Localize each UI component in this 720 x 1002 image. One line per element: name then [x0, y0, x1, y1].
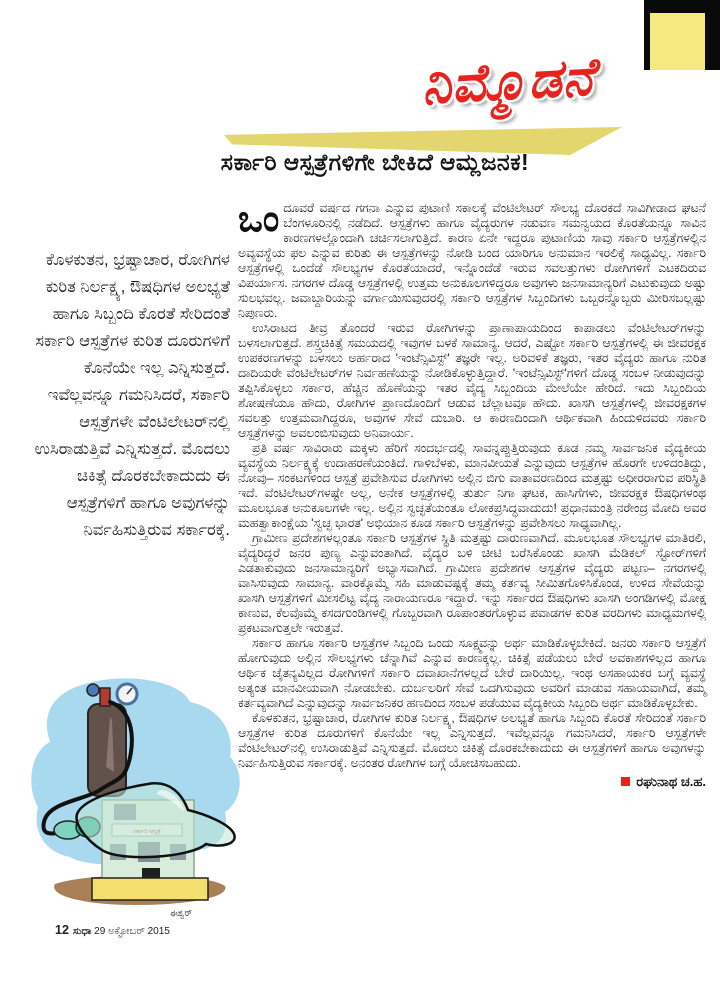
article-body [238, 198, 706, 789]
page-footer [55, 923, 170, 937]
byline-bullet-icon [621, 777, 630, 786]
article-paragraph: ಸರ್ಕಾರ ಹಾಗೂ ಸರ್ಕಾರಿ ಆಸ್ಪತ್ರೆಗಳ ಸಿಬ್ಬಂದಿ ಒಂದು ಸೂಕ್ಷ್ಮವನ್ನು ಅರ್ಥ ಮಾಡಿಕೊಳ್ಳಬೇಕಿದೆ. ಜನರು ಸರ್ಕಾರಿ ಆಸ್ಪತ್ರೆಗೆ ಹೋಗುವುದು ಅಲ್ಲಿನ ಸೌಲಭ್ಯಗಳು ಚೆನ್ನಾಗಿವೆ ಎನ್ನುವ ಕಾರಣಕ್ಕಲ್ಲ. ಚಿಕಿತ್ಸೆ ಪಡೆಯಲು ಬೇರೆ ಅವಕಾಶಗಳಿಲ್ಲದ ಹಾಗೂ ಆರ್ಥಿಕ ಚೈತನ್ಯವಿಲ್ಲದ ರೋಗಿಗಳಿಗೆ ಸರ್ಕಾರಿ ದವಾಖಾನೆಗಳಲ್ಲದೆ ಬೇರೆ ದಾರಿಯಿಲ್ಲ. ಇಂಥ ಅಸಹಾಯಕರ ಬಗ್ಗೆ ವ್ಯವಸ್ಥೆ ಅತ್ಯಂತ ಮಾನವೀಯವಾಗಿ ನೋಡಬೇಕು. ದುರ್ಬಲರಿಗೆ ಸೇವೆ ಒದಗಿಸುವುದು ಅವರಿಗೆ ಮಾಡುವ ಸಹಾಯವಾಗಿದೆ, ತಮ್ಮ ಕರ್ತವ್ಯವಾಗಿದೆ ಎನ್ನುವುದನ್ನು ಸಾರ್ವಜನಿಕರ ಹಣದಿಂದ ಸಂಬಳ ಪಡೆಯುವ ವೈದ್ಯಕೀಯ ಸಿಬ್ಬಂದಿ ಅರ್ಥ ಮಾಡಿಕೊಳ್ಳಬೇಕು. [238, 636, 706, 710]
artist-signature: ಈಶ್ವರ್ [169, 907, 193, 919]
oxygen-mask-hospital-illustration [30, 672, 245, 922]
article-paragraph: ಉಸಿರಾಟದ ತೀವ್ರ ತೊಂದರೆ ಇರುವ ರೋಗಿಗಳನ್ನು ಪ್ರಾಣಾಪಾಯದಿಂದ ಕಾಪಾಡಲು ವೆಂಟಿಲೇಟರ್‌ಗಳನ್ನು ಬಳಸಲಾಗುತ್ತದೆ. ಶಸ್ತ್ರಚಿಕಿತ್ಸೆ ಸಮಯದಲ್ಲಿ ಇವುಗಳ ಬಳಕೆ ಸಾಮಾನ್ಯ. ಆದರೆ, ಎಷ್ಟೋ ಸರ್ಕಾರಿ ಆಸ್ಪತ್ರೆಗಳಲ್ಲಿ ಈ ಜೀವರಕ್ಷಕ ಉಪಕರಣಗಳನ್ನು ಬಳಸಲು ಅರ್ಹರಾದ 'ಇಂಟೆನ್ಸಿವಿಸ್ಟ್' ತಜ್ಞರೇ ಇಲ್ಲ. ಅರಿವಳಿಕೆ ತಜ್ಞರು, ಇತರ ವೈದ್ಯರು ಹಾಗೂ ನುರಿತ ದಾದಿಯರೇ ವೆಂಟಿಲೇಟರ್‌ಗಳ ನಿರ್ವಹಣೆಯನ್ನು ನೋಡಿಕೊಳ್ಳುತ್ತಿದ್ದಾರೆ. 'ಇಂಟೆನ್ಸಿವಿಸ್ಟ್'ಗಳಿಗೆ ದೊಡ್ಡ ಸಂಬಳ ನೀಡುವುದನ್ನು ತಪ್ಪಿಸಿಕೊಳ್ಳಲು ಸರ್ಕಾರ, ಹೆಚ್ಚಿನ ಹೊಣೆಯನ್ನು ಇತರ ವೈದ್ಯ ಸಿಬ್ಬಂದಿಯ ಮೇಲೆಯೇ ಹೇರಿದೆ. ಇದು ಸಿಬ್ಬಂದಿಯ ಶೋಷಣೆಯೂ ಹೌದು, ರೋಗಿಗಳ ಪ್ರಾಣದೊಂದಿಗೆ ಆಡುವ ಚೆಲ್ಲಾಟವೂ ಹೌದು. ಖಾಸಗಿ ಆಸ್ಪತ್ರೆಗಳಲ್ಲಿ ಜೀವರಕ್ಷಕಗಳ ಸವಲತ್ತು ಉತ್ತಮವಾಗಿದ್ದರೂ, ಅವುಗಳ ಸೇವೆ ದುಬಾರಿ. ಆ ಕಾರಣದಿಂದಾಗಿ ಆರ್ಥಿಕವಾಗಿ ಹಿಂದುಳಿದವರು ಸರ್ಕಾರಿ ಆಸ್ಪತ್ರೆಗಳನ್ನು ಅವಲಂಬಿಸುವುದು ಅನಿವಾರ್ಯ. [238, 321, 706, 440]
drop-cap: ಒಂ [238, 198, 280, 239]
paragraph-text: ದೂವರೆ ವರ್ಷದ ಗಗನಾ ಎನ್ನುವ ಪುಟಾಣಿ ಸಕಾಲಕ್ಕೆ ವೆಂಟಿಲೇಟರ್ ಸೌಲಭ್ಯ ದೊರಕದೆ ಸಾವಿಗೀಡಾದ ಘಟನೆ ಬೆಂಗಳೂರಿನಲ್ಲಿ ನಡೆದಿದೆ. ಆಸ್ಪತ್ರೆಗಳು ಹಾಗೂ ವೈದ್ಯರುಗಳ ನಡುವಣ ಸಮನ್ವಯದ ಕೊರತೆಯನ್ನೂ ಸಾವಿನ ಕಾರಣಗಳಲ್ಲೊಂದಾಗಿ ಚರ್ಚಿಸಲಾಗುತ್ತಿದೆ. ಕಾರಣ ಏನೇ ಇದ್ದರೂ ಪುಟಾಣಿಯ ಸಾವು ಸರ್ಕಾರಿ ಆಸ್ಪತ್ರೆಗಳಲ್ಲಿನ ಅವ್ಯವಸ್ಥೆಯ ಫಲ ಎನ್ನುವ ಕುರಿತು ಈ ಆಸ್ಪತ್ರೆಗಳನ್ನು ನೋಡಿ ಬಂದ ಯಾರಿಗೂ ಅನುಮಾನ ಇರಲಿಕ್ಕೆ ಸಾಧ್ಯವಿಲ್ಲ. ಸರ್ಕಾರಿ ಆಸ್ಪತ್ರೆಗಳಲ್ಲಿ ಒಂದೆಡೆ ಸೌಲಭ್ಯಗಳ ಕೊರತೆಯಾದರೆ, ಇನ್ನೊಂದೆಡೆ ಇರುವ ಸವಲತ್ತುಗಳು ರೋಗಿಗಳಿಗೆ ಎಟಕದಿರುವ ವಿಪರ್ಯಾಸ. ನಗರಗಳ ದೊಡ್ಡ ಆಸ್ಪತ್ರೆಗಳಲ್ಲಿ ಉತ್ತಮ ಅನುಕೂಲಗಳಿದ್ದರೂ ಅವುಗಳು ಜನಸಾಮಾನ್ಯರಿಗೆ ಎಟುಕುವುದು ಅಷ್ಟು ಸುಲಭವಲ್ಲ. ಜವಾಬ್ದಾರಿಯನ್ನು ವರ್ಗಾಯಿಸುವುದರಲ್ಲಿ ಸರ್ಕಾರಿ ಆಸ್ಪತ್ರೆಗಳ ಸಿಬ್ಬಂದಿಗಳು ಒಬ್ಬರನ್ನೊಬ್ಬರು ಮೀರಿಸಬಲ್ಲಷ್ಟು ನಿಪುಣರು. [238, 201, 706, 320]
magazine-name: ಸುಧಾ [72, 926, 92, 937]
pull-quote: ಕೊಳಕುತನ, ಭ್ರಷ್ಟಾಚಾರ, ರೋಗಿಗಳ ಕುರಿತ ನಿರ್ಲಕ್ಷ್ಯ, ಔಷಧಿಗಳ ಅಲಭ್ಯತೆ ಹಾಗೂ ಸಿಬ್ಬಂದಿ ಕೊರತೆ ಸೇರಿದಂತೆ ಸರ್ಕಾರಿ ಆಸ್ಪತ್ರೆಗಳ ಕುರಿತ ದೂರುಗಳಿಗೆ ಕೊನೆಯೇ ಇಲ್ಲ ಎನ್ನಿಸುತ್ತದೆ. ಇವೆಲ್ಲವನ್ನೂ ಗಮನಿಸಿದರೆ, ಸರ್ಕಾರಿ ಆಸ್ಪತ್ರೆಗಳೇ ವೆಂಟಿಲೇಟರ್‌ನಲ್ಲಿ ಉಸಿರಾಡುತ್ತಿವೆ ಎನ್ನಿಸುತ್ತದೆ. ಮೊದಲು ಚಿಕಿತ್ಸೆ ದೊರಕಬೇಕಾದುದು ಈ ಆಸ್ಪತ್ರೆಗಳಿಗೆ ಹಾಗೂ ಅವುಗಳನ್ನು ನಿರ್ವಹಿಸುತ್ತಿರುವ ಸರ್ಕಾರಕ್ಕೆ. [34, 251, 230, 539]
author-name: ರಘುನಾಥ ಚ.ಹ. [636, 774, 706, 789]
column-masthead-title: ನಿಮ್ಮೊಡನೆ [420, 48, 596, 116]
article-paragraph [238, 198, 706, 321]
issue-date: 29 ಅಕ್ಟೋಬರ್ 2015 [94, 926, 170, 937]
base-platform [92, 878, 208, 900]
article-paragraph: ಪ್ರತಿ ವರ್ಷ ಸಾವಿರಾರು ಮಕ್ಕಳು ಹೆರಿಗೆ ಸಂದರ್ಭದಲ್ಲಿ ಸಾವನ್ನಪ್ಪುತ್ತಿರುವುದು ಕೂಡ ನಮ್ಮ ಸಾರ್ವಜನಿಕ ವೈದ್ಯಕೀಯ ವ್ಯವಸ್ಥೆಯ ನಿರ್ಲಕ್ಷ್ಯಕ್ಕೆ ಉದಾಹರಣೆಯಂತಿದೆ. ಗಾಳಿಬೆಳಕು, ಮಾನವೀಯತೆ ಎನ್ನುವುದು ಆಸ್ಪತ್ರೆಗಳ ಹೊರಗೇ ಉಳಿದಂತಿದ್ದು, ನೋವು– ಸಂಕಟಗಳಿಂದ ಆಸ್ಪತ್ರೆ ಪ್ರವೇಶಿಸುವ ರೋಗಿಗಳು ಅಲ್ಲಿನ ಬಿಗು ವಾತಾವರಣದಿಂದ ಮತ್ತಷ್ಟು ಅಧೀರರಾಗುವ ಪರಿಸ್ಥಿತಿ ಇದೆ. ವೆಂಟಿಲೇಟರ್‌ಗಳಷ್ಟೇ ಅಲ್ಲ, ಅನೇಕ ಆಸ್ಪತ್ರೆಗಳಲ್ಲಿ ತುರ್ತು ನಿಗಾ ಘಟಕ, ಹಾಸಿಗೆಗಳು, ಜೀವರಕ್ಷಕ ಔಷಧಿಗಳಂಥ ಮೂಲಭೂತ ಅನುಕೂಲಗಳೇ ಇಲ್ಲ. ಅಲ್ಲಿನ ಸ್ವಚ್ಛತೆಯಂತೂ ಲೋಕಪ್ರಸಿದ್ಧವಾದುದು! ಪ್ರಧಾನಮಂತ್ರಿ ನರೇಂದ್ರ ಮೋದಿ ಅವರ ಮಹತ್ವಾಕಾಂಕ್ಷೆಯ 'ಸ್ವಚ್ಛ ಭಾರತ' ಅಭಿಯಾನ ಕೂಡ ಸರ್ಕಾರಿ ಆಸ್ಪತ್ರೆಗಳನ್ನು ಪ್ರವೇಶಿಸಲು ಸಾಧ್ಯವಾಗಿಲ್ಲ. [238, 441, 706, 530]
oxygen-cylinder [88, 704, 126, 796]
article-paragraph: ಗ್ರಾಮೀಣ ಪ್ರದೇಶಗಳಲ್ಲಂತೂ ಸರ್ಕಾರಿ ಆಸ್ಪತ್ರೆಗಳ ಸ್ಥಿತಿ ಮತ್ತಷ್ಟು ದಾರುಣವಾಗಿದೆ. ಮೂಲಭೂತ ಸೌಲಭ್ಯಗಳ ಮಾತಿರಲಿ, ವೈದ್ಯರಿದ್ದರೆ ಜನರ ಪುಣ್ಯ ಎನ್ನುವಂತಾಗಿದೆ. ವೈದ್ಯರ ಬಳಿ ಚೀಟಿ ಬರೆಸಿಕೊಂಡು ಖಾಸಗಿ ಮೆಡಿಕಲ್ ಸ್ಟೋರ್‌ಗಳಿಗೆ ಎಡತಾಕುವುದು ಜನಸಾಮಾನ್ಯರಿಗೆ ಅಭ್ಯಾಸವಾಗಿದೆ. ಗ್ರಾಮೀಣ ಪ್ರದೇಶಗಳ ಆಸ್ಪತ್ರೆಗಳ ವೈದ್ಯರು ಪಟ್ಟಣ– ನಗರಗಳಲ್ಲಿ ವಾಸಿಸುವುದು ಸಾಮಾನ್ಯ. ವಾರಕ್ಕೊಮ್ಮೆ ಸಹಿ ಮಾಡುವಷ್ಟಕ್ಕೆ ತಮ್ಮ ಕರ್ತವ್ಯ ಸೀಮಿತಗೊಳಿಸಿಕೊಂಡ, ಉಳಿದ ಸೇವೆಯನ್ನು ಖಾಸಗಿ ಆಸ್ಪತ್ರೆಗಳಿಗೆ ಮೀಸಲಿಟ್ಟ ವೈದ್ಯ ನಾರಾಯಣರೂ ಇದ್ದಾರೆ. ಇನ್ನು ಸರ್ಕಾರದ ಔಷಧಿಗಳು ಖಾಸಗಿ ಅಂಗಡಿಗಳಲ್ಲಿ ಮೋಕ್ಷ ಕಾಣುವ, ಕೆಲವೊಮ್ಮೆ ಕಸದಗುಂಡಿಗಳಲ್ಲಿ ಗೊಬ್ಬರವಾಗಿ ರೂಪಾಂತರಗೊಳ್ಳುವ ಪವಾಡಗಳ ಕುರಿತ ವರದಿಗಳು ಮಾಧ್ಯಮಗಳಲ್ಲಿ ಪ್ರಕಟವಾಗುತ್ತಲೇ ಇರುತ್ತವೆ. [238, 531, 706, 635]
valve-knob [87, 684, 99, 696]
page-number: 12 [55, 923, 69, 937]
byline [238, 774, 706, 789]
article-paragraph: ಕೊಳಕುತನ, ಭ್ರಷ್ಟಾಚಾರ, ರೋಗಿಗಳ ಕುರಿತ ನಿರ್ಲಕ್ಷ್ಯ, ಔಷಧಿಗಳ ಅಲಭ್ಯತೆ ಹಾಗೂ ಸಿಬ್ಬಂದಿ ಕೊರತೆ ಸೇರಿದಂತೆ ಸರ್ಕಾರಿ ಆಸ್ಪತ್ರೆಗಳ ಕುರಿತ ದೂರುಗಳಿಗೆ ಕೊನೆಯೇ ಇಲ್ಲ ಎನ್ನಿಸುತ್ತದೆ. ಇವೆಲ್ಲವನ್ನೂ ಗಮನಿಸಿದರೆ, ಸರ್ಕಾರಿ ಆಸ್ಪತ್ರೆಗಳೇ ವೆಂಟಿಲೇಟರ್‌ನಲ್ಲಿ ಉಸಿರಾಡುತ್ತಿವೆ ಎನ್ನಿಸುತ್ತದೆ. ಮೊದಲು ಚಿಕಿತ್ಸೆ ದೊರಕಬೇಕಾದುದು ಈ ಆಸ್ಪತ್ರೆಗಳಿಗೆ ಹಾಗೂ ಅವುಗಳನ್ನು ನಿರ್ವಹಿಸುತ್ತಿರುವ ಸರ್ಕಾರಕ್ಕೆ. ಅನಂತರ ರೋಗಿಗಳ ಬಗ್ಗೆ ಯೋಚಿಸಬಹುದು. [238, 711, 706, 770]
corner-yellow-block [650, 13, 705, 70]
article-headline: ಸರ್ಕಾರಿ ಆಸ್ಪತ್ರೆಗಳಿಗೇ ಬೇಕಿದೆ ಆಮ್ಲಜನಕ! [220, 149, 530, 175]
